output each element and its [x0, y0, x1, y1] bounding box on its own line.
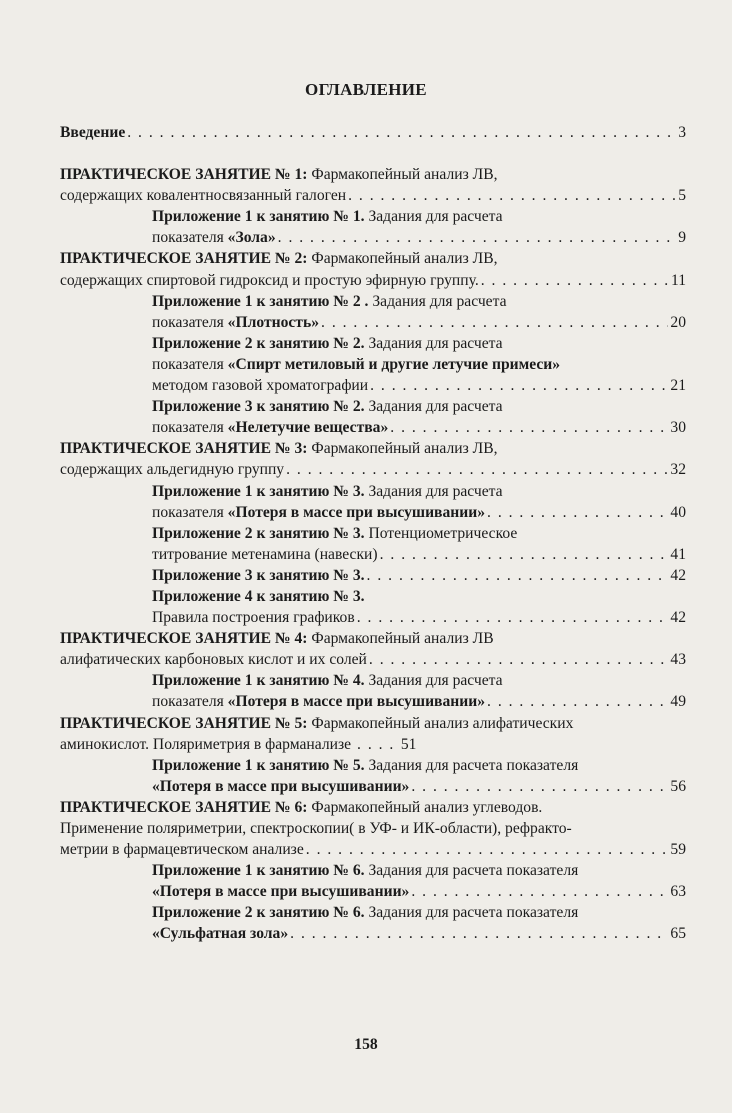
toc-page-ref: 21	[670, 377, 686, 395]
toc-page-ref: 20	[670, 313, 686, 331]
toc-entry-text: содержащих спиртовой гидроксид и простую эфирную группу.	[60, 271, 479, 289]
toc-entry-text: показателя	[152, 313, 228, 331]
toc-entry-text: аминокислот. Поляриметрия в фарманализе	[60, 735, 352, 753]
toc-page-ref: 43	[670, 651, 686, 669]
toc-entry-quoted: «Плотность»	[227, 313, 320, 331]
toc-entry-label: Приложение 2 к занятию № 3.	[152, 524, 365, 542]
toc-entry-label: Приложение 3 к занятию № 3.	[152, 566, 365, 584]
leader-dots	[367, 565, 669, 586]
leader-dots	[411, 881, 668, 902]
toc-entry-appendix-1-1[interactable]	[60, 206, 686, 248]
toc-entry-text: показателя	[152, 503, 228, 521]
toc-entry-label: Приложение 1 к занятию № 5.	[152, 756, 365, 774]
toc-entry-text: содержащих альдегидную группу	[60, 461, 285, 479]
toc-entry-text: показателя	[152, 229, 228, 247]
toc-entry-introduction[interactable]	[60, 122, 686, 143]
toc-page-ref: 42	[670, 609, 686, 627]
toc-entry-appendix-3-4[interactable]	[60, 586, 686, 628]
leader-dots	[390, 417, 668, 438]
toc-entry-text: алифатических карбоновых кислот и их солей	[60, 651, 367, 669]
toc-entry-label: ПРАКТИЧЕСКОЕ ЗАНЯТИЕ № 2:	[60, 250, 308, 268]
leader-dots	[380, 544, 669, 565]
toc-entry-text: Фармакопейный анализ ЛВ	[307, 630, 494, 648]
toc-entry-text: Задания для расчета	[364, 208, 503, 226]
toc-entry-label: ПРАКТИЧЕСКОЕ ЗАНЯТИЕ № 1:	[60, 166, 308, 184]
toc-page-ref: 49	[670, 693, 686, 711]
toc-entry-text: Задания для расчета	[364, 482, 503, 500]
leader-dots	[411, 776, 668, 797]
toc-entry-quoted: «Сульфатная зола»	[152, 925, 289, 943]
toc-entry-quoted: «Спирт метиловый и другие летучие примеси»	[227, 355, 561, 373]
toc-page-ref: 3	[678, 124, 686, 141]
toc-entry-label: Приложение 2 к занятию № 6.	[152, 904, 365, 922]
toc-entry-text: Задания для расчета показателя	[364, 862, 579, 880]
toc-entry-label: Приложение 1 к занятию № 1.	[152, 208, 365, 226]
toc-entry-label: Приложение 1 к занятию № 3.	[152, 482, 365, 500]
toc-entry-text: Потенциометрическое	[364, 524, 518, 542]
toc-entry-label: ПРАКТИЧЕСКОЕ ЗАНЯТИЕ № 5:	[60, 714, 308, 732]
toc-entry-lesson-5[interactable]	[60, 713, 686, 755]
leader-dots: . . . .	[357, 735, 395, 753]
toc-entry-quoted: «Зола»	[227, 229, 276, 247]
toc-entry-text: Задания для расчета	[364, 672, 503, 690]
toc-entry-appendix-5-1[interactable]	[60, 755, 686, 797]
toc-page-ref: 42	[670, 566, 686, 584]
page-number: 158	[354, 1036, 378, 1053]
toc-entry-label: Приложение 1 к занятию № 4.	[152, 672, 365, 690]
toc-entry-text: показателя	[152, 693, 228, 711]
toc-entry-text: Фармакопейный анализ ЛВ,	[307, 166, 498, 184]
toc-entry-label: Приложение 1 к занятию № 6.	[152, 862, 365, 880]
toc-entry-text: показателя	[152, 355, 228, 373]
toc-entry-text: Задания для расчета	[364, 398, 503, 416]
toc-page-ref: 59	[670, 841, 686, 859]
toc-entry-appendix-2-1[interactable]	[60, 291, 686, 333]
toc-entry-quoted: «Потеря в массе при высушивании»	[227, 503, 486, 521]
toc-entry-appendix-3-3[interactable]	[60, 565, 686, 586]
toc-entry-text: Задания для расчета показателя	[364, 756, 579, 774]
toc-page-ref: 5	[678, 187, 686, 205]
leader-dots	[357, 607, 669, 628]
toc-entry-lesson-3[interactable]	[60, 438, 686, 480]
toc-page-ref: 30	[670, 419, 686, 437]
toc-page-ref: 11	[670, 271, 686, 289]
toc-entry-text: титрование метенамина (навески)	[152, 545, 378, 563]
toc-entry-label: ПРАКТИЧЕСКОЕ ЗАНЯТИЕ № 4:	[60, 630, 308, 648]
toc-entry-quoted: «Нелетучие вещества»	[227, 419, 389, 437]
toc-entry-text: Задания для расчета	[368, 292, 507, 310]
toc-page-ref: 56	[670, 777, 686, 795]
toc-entry-appendix-6-2[interactable]	[60, 902, 686, 944]
leader-dots	[321, 312, 668, 333]
toc-entry-text: Фармакопейный анализ ЛВ,	[307, 440, 498, 458]
toc-entry-appendix-2-2[interactable]	[60, 333, 686, 396]
leader-dots	[290, 923, 668, 944]
toc-entry-appendix-6-1[interactable]	[60, 860, 686, 902]
toc-entry-quoted: «Потеря в массе при высушивании»	[152, 883, 410, 901]
toc-entry-text: Фармакопейный анализ алифатических	[307, 714, 574, 732]
leader-dots	[369, 649, 669, 670]
toc-entry-appendix-4-1[interactable]	[60, 670, 686, 712]
leader-dots	[487, 502, 668, 523]
toc-page-ref: 51	[400, 735, 417, 753]
toc-entry-label: ПРАКТИЧЕСКОЕ ЗАНЯТИЕ № 6:	[60, 798, 308, 816]
toc-entry-quoted: «Потеря в массе при высушивании»	[152, 777, 410, 795]
toc-entry-text: Фармакопейный анализ ЛВ,	[307, 250, 498, 268]
table-of-contents	[60, 106, 686, 945]
leader-dots	[481, 270, 669, 291]
toc-entry-text: методом газовой хроматографии	[152, 377, 369, 395]
toc-entry-text: Задания для расчета показателя	[364, 904, 579, 922]
toc-entry-lesson-1[interactable]	[60, 164, 686, 206]
toc-entry-text: Задания для расчета	[364, 334, 503, 352]
toc-page-ref: 63	[670, 883, 686, 901]
toc-page-ref: 65	[670, 925, 686, 943]
toc-entry-lesson-6[interactable]	[60, 797, 686, 860]
toc-page-ref: 32	[670, 461, 686, 479]
leader-dots	[127, 122, 676, 143]
leader-dots	[348, 185, 676, 206]
toc-entry-text: Фармакопейный анализ углеводов.	[307, 798, 543, 816]
toc-entry-lesson-4[interactable]	[60, 628, 686, 670]
toc-entry-appendix-2-3[interactable]	[60, 396, 686, 438]
leader-dots	[306, 839, 669, 860]
toc-entry-text: содержащих ковалентносвязанный галоген	[60, 187, 347, 205]
toc-page-ref: 9	[678, 229, 686, 247]
toc-entry-label: Приложение 4 к занятию № 3.	[152, 587, 365, 605]
leader-dots	[487, 691, 668, 712]
toc-entry-label: ПРАКТИЧЕСКОЕ ЗАНЯТИЕ № 3:	[60, 440, 308, 458]
toc-entry-label: Приложение 1 к занятию № 2 .	[152, 292, 369, 310]
toc-entry-quoted: «Потеря в массе при высушивании»	[227, 693, 486, 711]
toc-entry-appendix-3-2[interactable]	[60, 523, 686, 565]
toc-entry-appendix-3-1[interactable]	[60, 481, 686, 523]
leader-dots	[286, 459, 668, 480]
toc-entry-label: Введение	[60, 124, 126, 141]
toc-entry-text: Правила построения графиков	[152, 609, 355, 627]
toc-page-ref: 41	[670, 545, 686, 563]
toc-page-ref: 40	[670, 503, 686, 521]
toc-entry-text: Применение поляриметрии, спектроскопии( в УФ- и ИК-области), рефракто-	[60, 820, 572, 837]
leader-dots	[278, 227, 677, 248]
toc-entry-lesson-2[interactable]	[60, 248, 686, 290]
toc-entry-label: Приложение 3 к занятию № 2.	[152, 398, 365, 416]
toc-entry-text: метрии в фармацевтическом анализе	[60, 841, 304, 859]
toc-entry-text: показателя	[152, 419, 228, 437]
toc-heading: ОГЛАВЛЕНИЕ	[305, 80, 427, 99]
toc-entry-label: Приложение 2 к занятию № 2.	[152, 334, 365, 352]
leader-dots	[370, 375, 668, 396]
